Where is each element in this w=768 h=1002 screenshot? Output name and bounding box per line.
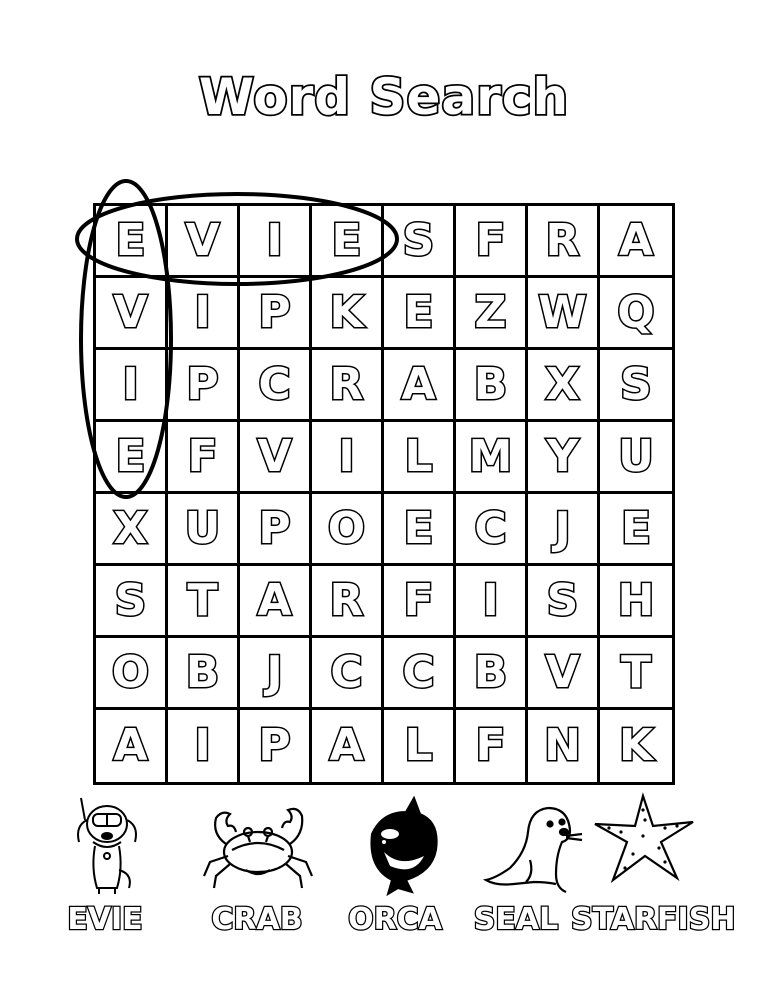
- grid-cell[interactable]: P: [240, 278, 312, 350]
- grid-cell[interactable]: A: [384, 350, 456, 422]
- grid-cell[interactable]: Z: [456, 278, 528, 350]
- grid-cell[interactable]: T: [168, 566, 240, 638]
- grid-cell[interactable]: S: [96, 566, 168, 638]
- grid-cell[interactable]: F: [456, 710, 528, 782]
- grid-cell[interactable]: I: [168, 278, 240, 350]
- grid-cell[interactable]: Y: [528, 422, 600, 494]
- word-label-crab: CRAB: [211, 902, 303, 937]
- grid-cell[interactable]: E: [96, 206, 168, 278]
- grid-cell[interactable]: I: [456, 566, 528, 638]
- grid-cell[interactable]: V: [96, 278, 168, 350]
- grid-cell[interactable]: R: [528, 206, 600, 278]
- grid-cell[interactable]: O: [96, 638, 168, 710]
- grid-cell[interactable]: N: [528, 710, 600, 782]
- grid-cell[interactable]: T: [600, 638, 672, 710]
- grid-cell[interactable]: I: [96, 350, 168, 422]
- grid-cell[interactable]: V: [528, 638, 600, 710]
- word-label-starfish: STARFISH: [571, 902, 736, 937]
- grid-cell[interactable]: H: [600, 566, 672, 638]
- grid-cell[interactable]: F: [168, 422, 240, 494]
- word-label-orca: ORCA: [348, 902, 442, 937]
- grid-cell[interactable]: L: [384, 422, 456, 494]
- puppy-snorkel-icon: [35, 790, 175, 900]
- grid-cell[interactable]: S: [528, 566, 600, 638]
- grid-cell[interactable]: S: [384, 206, 456, 278]
- grid-cell[interactable]: I: [312, 422, 384, 494]
- orca-icon: [332, 790, 472, 900]
- grid-cell[interactable]: P: [240, 494, 312, 566]
- grid-cell[interactable]: F: [456, 206, 528, 278]
- grid-cell[interactable]: W: [528, 278, 600, 350]
- grid-cell[interactable]: V: [240, 422, 312, 494]
- letter-grid: [93, 203, 675, 785]
- grid-cell[interactable]: I: [168, 710, 240, 782]
- grid-cell[interactable]: C: [312, 638, 384, 710]
- grid-cell[interactable]: M: [456, 422, 528, 494]
- grid-cell[interactable]: S: [600, 350, 672, 422]
- grid-cell[interactable]: B: [168, 638, 240, 710]
- page-title: Word Search: [198, 68, 570, 126]
- grid-cell[interactable]: V: [168, 206, 240, 278]
- grid-cell[interactable]: C: [240, 350, 312, 422]
- grid-cell[interactable]: L: [384, 710, 456, 782]
- grid-cell[interactable]: E: [600, 494, 672, 566]
- grid-cell[interactable]: B: [456, 638, 528, 710]
- grid-cell[interactable]: X: [96, 494, 168, 566]
- grid-cell[interactable]: R: [312, 350, 384, 422]
- grid-cell[interactable]: Q: [600, 278, 672, 350]
- grid-cell[interactable]: F: [384, 566, 456, 638]
- word-label-seal: SEAL: [473, 902, 559, 937]
- grid-cell[interactable]: O: [312, 494, 384, 566]
- grid-cell[interactable]: P: [240, 710, 312, 782]
- grid-cell[interactable]: K: [618, 720, 654, 771]
- grid-cell[interactable]: E: [96, 422, 168, 494]
- grid-cell[interactable]: U: [168, 494, 240, 566]
- starfish-icon: [575, 790, 715, 900]
- grid-cell[interactable]: U: [600, 422, 672, 494]
- grid-cell[interactable]: R: [312, 566, 384, 638]
- grid-cell[interactable]: P: [168, 350, 240, 422]
- grid-cell[interactable]: I: [240, 206, 312, 278]
- word-label-evie: EVIE: [67, 902, 143, 937]
- grid-cell[interactable]: E: [312, 206, 384, 278]
- grid-cell[interactable]: E: [384, 494, 456, 566]
- grid-cell[interactable]: A: [96, 710, 168, 782]
- crab-icon: [188, 790, 328, 900]
- grid-cell[interactable]: K: [312, 278, 384, 350]
- grid-cell[interactable]: J: [528, 494, 600, 566]
- grid-cell[interactable]: A: [240, 566, 312, 638]
- grid-cell[interactable]: C: [456, 494, 528, 566]
- grid-cell[interactable]: J: [240, 638, 312, 710]
- grid-cell[interactable]: E: [384, 278, 456, 350]
- grid-cell[interactable]: A: [600, 206, 672, 278]
- grid-cell[interactable]: A: [312, 710, 384, 782]
- grid-cell[interactable]: X: [528, 350, 600, 422]
- grid-cell[interactable]: C: [384, 638, 456, 710]
- grid-cell[interactable]: B: [456, 350, 528, 422]
